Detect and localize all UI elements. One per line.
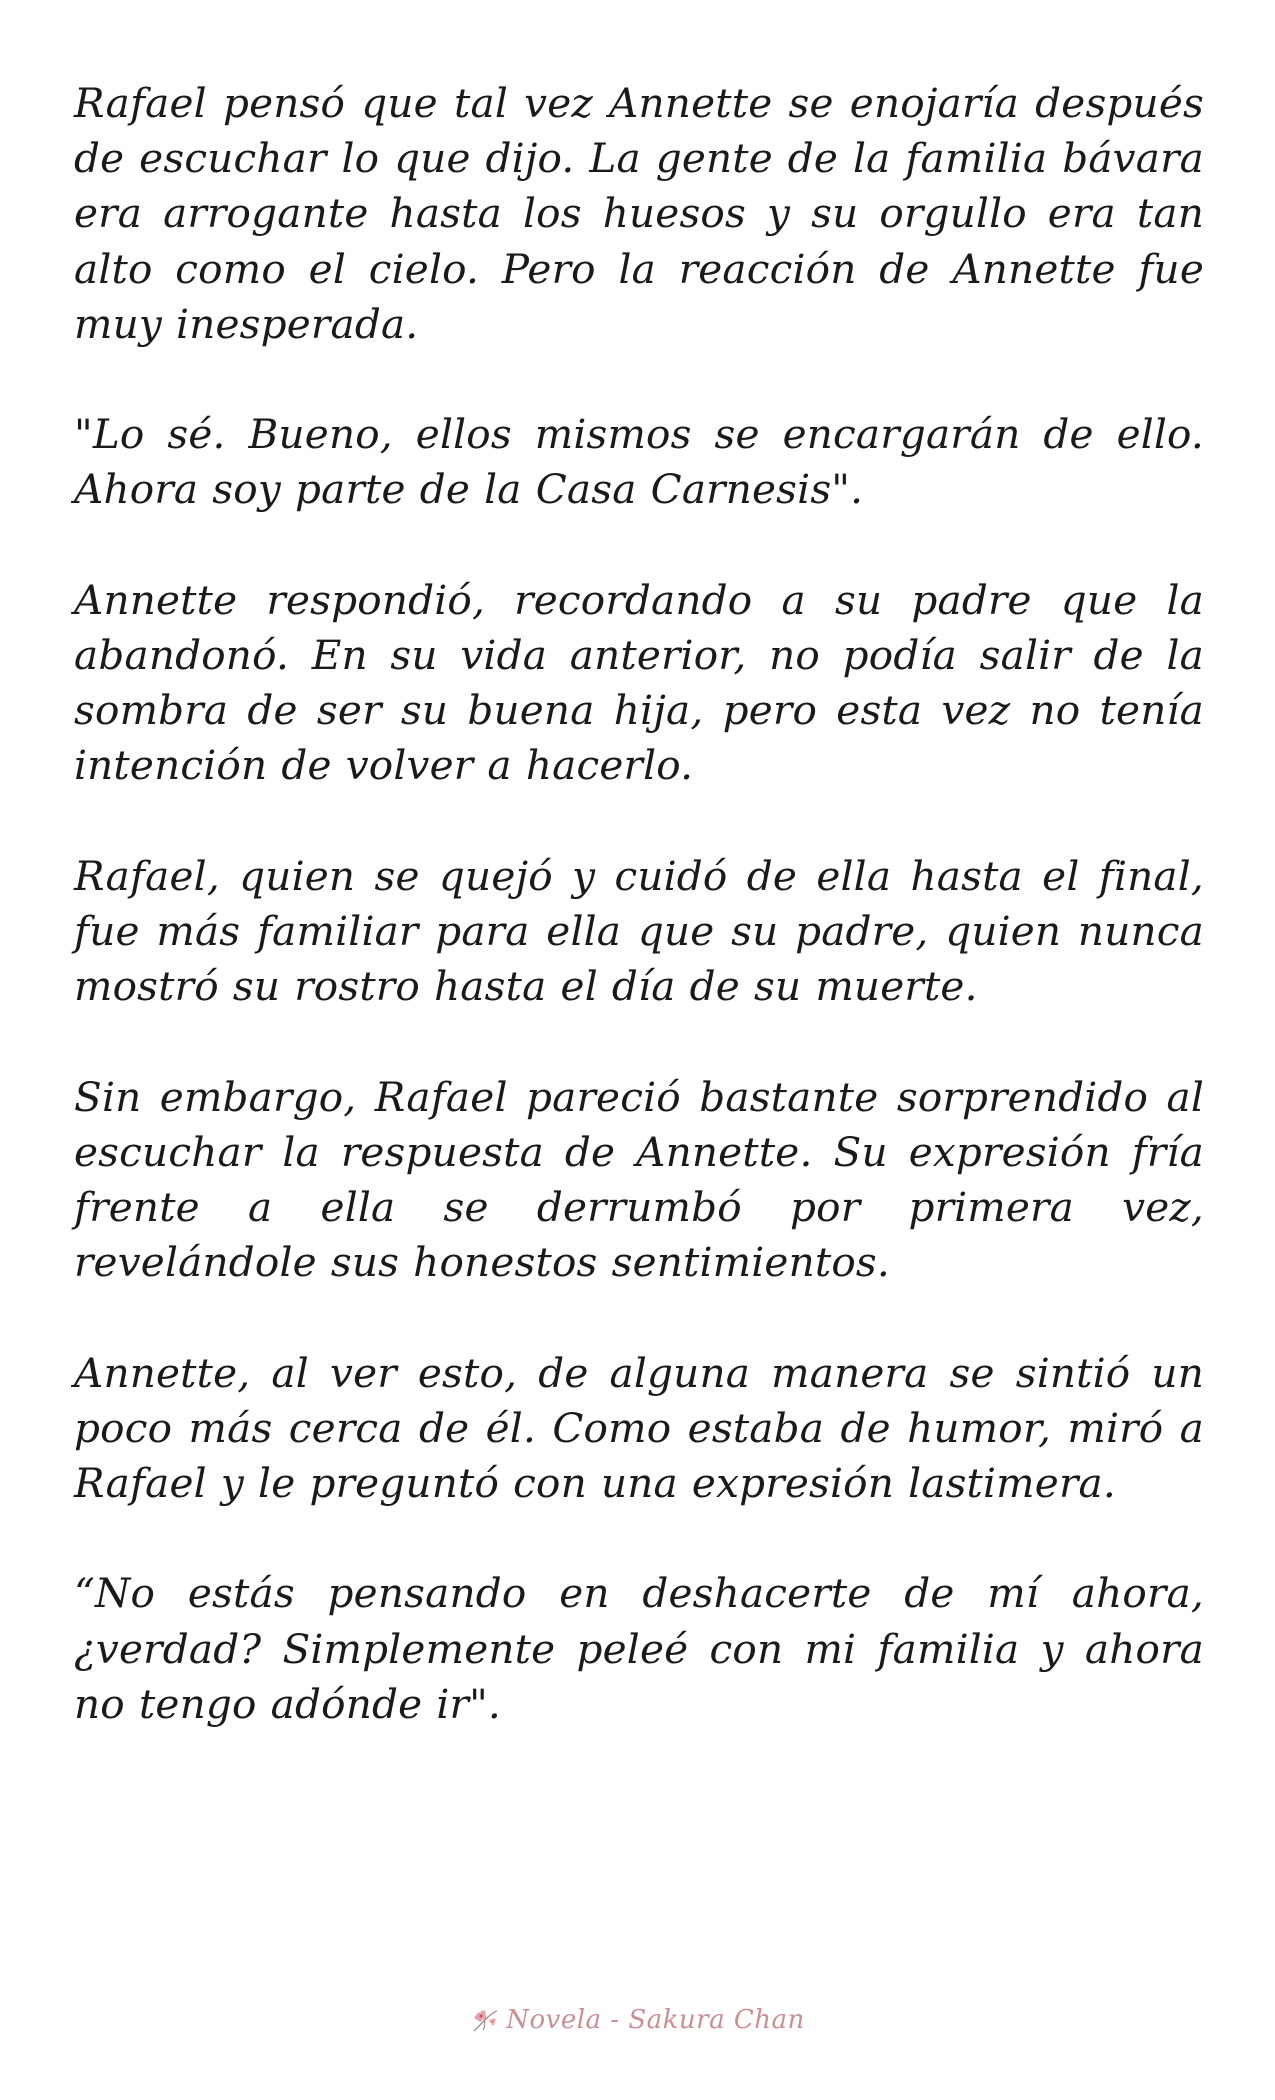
watermark-content bbox=[470, 2005, 805, 2035]
cherry-blossom-icon bbox=[470, 2005, 500, 2035]
paragraph-4: Rafael, quien se quejó y cuidó de ella hasta el final, fue más familiar para ella que su padre, quien nunca mostró su rostro hasta el día de su muerte. bbox=[74, 851, 1204, 1011]
paragraph-3: Annette respondió, recordando a su padre que la abandonó. En su vida anterior, no podía salir de la sombra de ser su buena hija, pero esta vez no tenía intención de volver a hacerlo. bbox=[74, 575, 1204, 790]
paragraph-2: "Lo sé. Bueno, ellos mismos se encargarán de ello. Ahora soy parte de la Casa Carnesis". bbox=[74, 410, 1204, 514]
story-text bbox=[74, 76, 1204, 1787]
watermark-text: Novela - Sakura Chan bbox=[506, 2005, 805, 2035]
paragraph-5: Sin embargo, Rafael pareció bastante sorprendido al escuchar la respuesta de Annette. Su expresión fría frente a ella se derrumbó por primera vez, revelándole sus honestos sentimientos. bbox=[74, 1072, 1204, 1287]
paragraph-6: Annette, al ver esto, de alguna manera se sintió un poco más cerca de él. Como estaba de humor, miró a Rafael y le preguntó con una expresión lastimera. bbox=[74, 1348, 1204, 1507]
paragraph-1: Rafael pensó que tal vez Annette se enojaría después de escuchar lo que dijo. La gente de la familia bávara era arrogante hasta los huesos y su orgullo era tan alto como el cielo. Pero la reacción de Annette fue muy inesperada. bbox=[74, 79, 1204, 348]
paragraph-7: “No estás pensando en deshacerte de mí ahora, ¿verdad? Simplemente peleé con mi familia y ahora no tengo adónde ir". bbox=[74, 1569, 1204, 1728]
watermark bbox=[0, 1998, 1275, 2042]
